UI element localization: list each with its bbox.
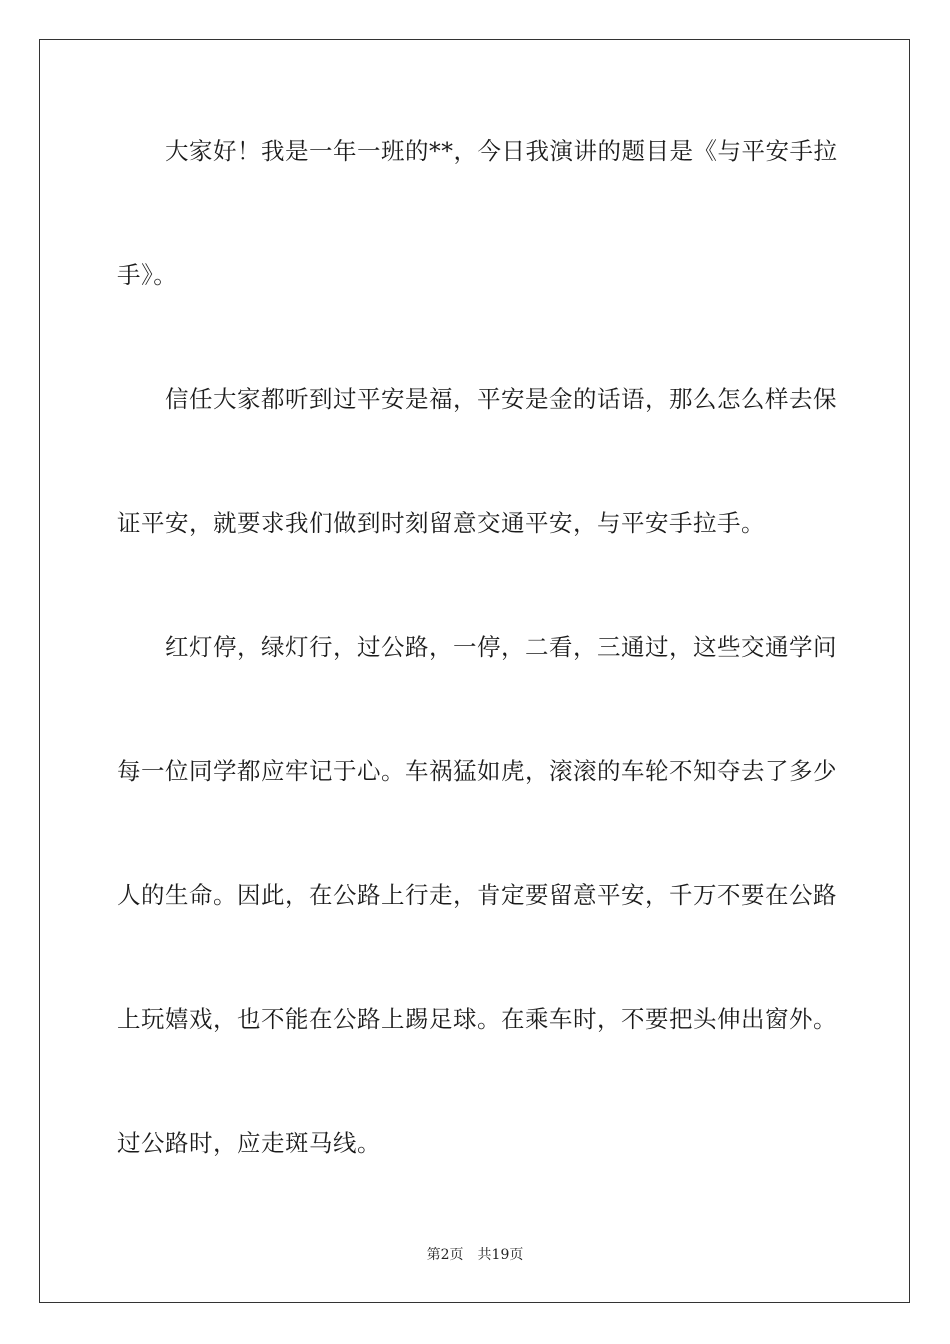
paragraph-3-line-4: 上玩嬉戏，也不能在公路上踢足球。在乘车时，不要把头伸出窗外。: [117, 1005, 837, 1033]
paragraph-3-line-3: 人的生命。因此，在公路上行走，肯定要留意平安，千万不要在公路: [117, 881, 837, 909]
paragraph-3-line-5: 过公路时，应走斑马线。: [117, 1129, 381, 1157]
paragraph-1-line-1: 大家好！我是一年一班的**，今日我演讲的题目是《与平安手拉: [165, 137, 838, 165]
paragraph-2-line-1: 信任大家都听到过平安是福，平安是金的话语，那么怎么样去保: [165, 385, 837, 413]
page-total: 共19页: [477, 1247, 524, 1263]
paragraph-3-line-1: 红灯停，绿灯行，过公路，一停，二看，三通过，这些交通学问: [165, 633, 837, 661]
page-number: 第2页: [426, 1247, 464, 1263]
paragraph-2-line-2: 证平安，就要求我们做到时刻留意交通平安，与平安手拉手。: [117, 509, 765, 537]
paragraph-1-line-2: 手》。: [117, 261, 178, 289]
page-border: [39, 39, 910, 1303]
paragraph-3-line-2: 每一位同学都应牢记于心。车祸猛如虎，滚滚的车轮不知夺去了多少: [117, 757, 837, 785]
page-footer: [0, 1246, 950, 1264]
